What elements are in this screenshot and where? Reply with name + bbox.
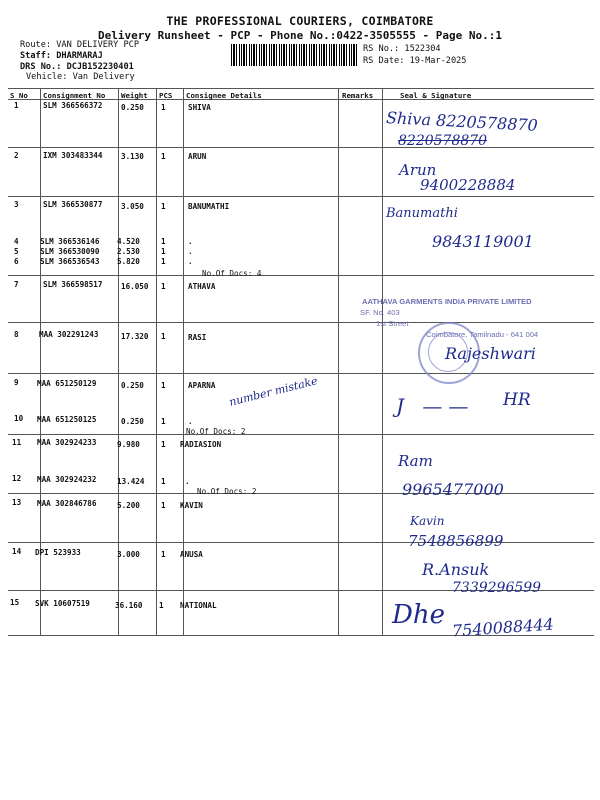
row-line <box>8 542 594 543</box>
handwritten-signature: Rajeshwari <box>445 344 536 363</box>
handwritten-initials: HR <box>503 390 531 410</box>
row-10-weight: 0.250 <box>121 417 144 426</box>
col-header-pcs: PCS <box>159 91 173 100</box>
row-12-consignment: MAA 302924232 <box>37 475 97 484</box>
handwritten-phone: 9400228884 <box>420 176 516 194</box>
row-2-sno: 2 <box>14 151 19 160</box>
handwritten-name: Kavin <box>410 514 445 528</box>
handwritten-remark: number mistake <box>227 374 319 409</box>
handwritten-phone: 9843119001 <box>432 232 534 251</box>
row-15-consignment: SVK 10607519 <box>35 599 90 608</box>
row-5-consignee: . <box>188 247 193 256</box>
docs-count-note: No.Of Docs: 2 <box>197 487 257 496</box>
col-header-consignment: Consignment No <box>43 91 106 100</box>
row-14-consignee: ANUSA <box>180 550 203 559</box>
row-11-consignment: MAA 302924233 <box>37 438 97 447</box>
handwritten-name: Arun <box>399 161 437 179</box>
row-15-sno: 15 <box>10 598 20 607</box>
row-13-pcs: 1 <box>161 501 166 510</box>
row-11-weight: 9.980 <box>117 440 140 449</box>
company-title: THE PROFESSIONAL COURIERS, COIMBATORE <box>166 14 434 28</box>
row-line <box>8 493 594 494</box>
handwritten-phone: 7548856899 <box>408 532 504 550</box>
drs-label: DRS No.: DCJB152230401 <box>20 62 134 72</box>
row-3-consignee: BANUMATHI <box>188 202 230 211</box>
row-6-weight: 5.820 <box>117 257 140 266</box>
row-3-sno: 3 <box>14 200 19 209</box>
rs-date: RS Date: 19-Mar-2025 <box>363 56 467 66</box>
row-10-consignment: MAA 651250125 <box>37 415 97 424</box>
row-7-consignment: SLM 366598517 <box>43 280 103 289</box>
vehicle-label: Vehicle: Van Delivery <box>26 72 135 82</box>
row-12-consignee: . <box>185 477 190 486</box>
row-7-consignee: ATHAVA <box>188 282 216 291</box>
handwritten-phone: 7540088444 <box>451 614 555 641</box>
handwritten-phone: 9965477000 <box>402 480 504 499</box>
row-14-consignment: DPI 523933 <box>35 548 81 557</box>
row-15-pcs: 1 <box>159 601 164 610</box>
col-header-remarks: Remarks <box>342 91 374 100</box>
row-3-weight: 3.050 <box>121 202 144 211</box>
stamp-line: 1st Street <box>376 319 409 328</box>
row-15-consignee: NATIONAL <box>180 601 217 610</box>
route-label: Route: VAN DELIVERY PCP <box>20 40 139 50</box>
row-3-pcs: 1 <box>161 202 166 211</box>
row-11-pcs: 1 <box>161 440 166 449</box>
row-8-weight: 17.320 <box>121 332 149 341</box>
barcode <box>231 44 357 66</box>
row-4-sno: 4 <box>14 237 19 246</box>
row-11-sno: 11 <box>12 438 22 447</box>
row-13-consignment: MAA 302846786 <box>37 499 97 508</box>
row-6-sno: 6 <box>14 257 19 266</box>
row-5-sno: 5 <box>14 247 19 256</box>
col-line <box>156 88 157 636</box>
handwritten-signature: Banumathi <box>386 206 458 221</box>
col-header-sno: S No <box>10 91 28 100</box>
col-header-consignee: Consignee Details <box>186 91 262 100</box>
row-13-weight: 5.200 <box>117 501 140 510</box>
row-13-sno: 13 <box>12 498 22 507</box>
row-8-consignee: RASI <box>188 333 207 342</box>
row-line <box>8 147 594 148</box>
col-line <box>382 88 383 636</box>
row-14-pcs: 1 <box>161 550 166 559</box>
handwritten-signature: Shiva 8220578870 <box>385 108 539 135</box>
row-2-pcs: 1 <box>161 152 166 161</box>
handwritten-strikeout: 8220578870 <box>398 133 488 149</box>
stamp-line: Coimbatore, Tamilnadu - 641 004 <box>426 330 539 339</box>
row-6-consignment: SLM 366536543 <box>40 257 100 266</box>
row-9-weight: 0.250 <box>121 381 144 390</box>
row-13-consignee: KAVIN <box>180 501 203 510</box>
row-8-pcs: 1 <box>161 332 166 341</box>
runsheet-subtitle: Delivery Runsheet - PCP - Phone No.:0422-3505555 - Page No.:1 <box>98 29 502 42</box>
row-5-pcs: 1 <box>161 247 166 256</box>
row-line <box>8 196 594 197</box>
docs-count-note: No.Of Docs: 2 <box>186 427 246 436</box>
row-2-weight: 3.130 <box>121 152 144 161</box>
col-line <box>338 88 339 636</box>
handwritten-signature: J —— <box>396 394 475 418</box>
row-9-consignee: APARNA <box>188 381 216 390</box>
handwritten-signature: Ram <box>398 452 433 470</box>
row-11-consignee: RADIASION <box>180 440 222 449</box>
row-6-consignee: . <box>188 257 193 266</box>
handwritten-phone: 7339296599 <box>452 580 542 596</box>
row-7-weight: 16.050 <box>121 282 149 291</box>
row-9-sno: 9 <box>14 378 19 387</box>
row-10-sno: 10 <box>14 414 24 423</box>
stamp-line: SF. No. 403 <box>360 308 400 317</box>
rs-number: RS No.: 1522304 <box>363 44 441 54</box>
row-8-sno: 8 <box>14 330 19 339</box>
row-12-weight: 13.424 <box>117 477 145 486</box>
col-header-seal: Seal & Signature <box>400 91 472 100</box>
row-10-pcs: 1 <box>161 417 166 426</box>
handwritten-signature: R.Ansuk <box>422 560 490 579</box>
row-5-weight: 2.530 <box>117 247 140 256</box>
row-14-sno: 14 <box>12 547 22 556</box>
row-line <box>8 373 594 374</box>
row-12-sno: 12 <box>12 474 22 483</box>
row-14-weight: 3.000 <box>117 550 140 559</box>
row-15-weight: 36.160 <box>115 601 143 610</box>
row-9-pcs: 1 <box>161 381 166 390</box>
row-7-sno: 7 <box>14 280 19 289</box>
row-4-consignment: SLM 366536146 <box>40 237 100 246</box>
col-header-weight: Weight <box>121 91 148 100</box>
row-5-consignment: SLM 366530090 <box>40 247 100 256</box>
row-4-weight: 4.520 <box>117 237 140 246</box>
row-1-consignment: SLM 366566372 <box>43 101 103 110</box>
row-9-consignment: MAA 651250129 <box>37 379 97 388</box>
header-top-line <box>8 88 594 89</box>
row-8-consignment: MAA 302291243 <box>39 330 99 339</box>
stamp-line: AATHAVA GARMENTS INDIA PRIVATE LIMITED <box>362 297 532 306</box>
docs-count-note: No.Of Docs: 4 <box>202 269 262 278</box>
handwritten-signature: Dhe <box>392 600 445 630</box>
row-2-consignment: IXM 303483344 <box>43 151 103 160</box>
row-1-pcs: 1 <box>161 103 166 112</box>
row-6-pcs: 1 <box>161 257 166 266</box>
row-12-pcs: 1 <box>161 477 166 486</box>
row-1-consignee: SHIVA <box>188 103 211 112</box>
row-line <box>8 434 594 435</box>
row-7-pcs: 1 <box>161 282 166 291</box>
row-4-pcs: 1 <box>161 237 166 246</box>
row-3-consignment: SLM 366530877 <box>43 200 103 209</box>
row-1-weight: 0.250 <box>121 103 144 112</box>
staff-label: Staff: DHARMARAJ <box>20 51 103 61</box>
row-4-consignee: . <box>188 237 193 246</box>
row-10-consignee: . <box>188 417 193 426</box>
row-2-consignee: ARUN <box>188 152 207 161</box>
row-line <box>8 275 594 276</box>
row-1-sno: 1 <box>14 101 19 110</box>
